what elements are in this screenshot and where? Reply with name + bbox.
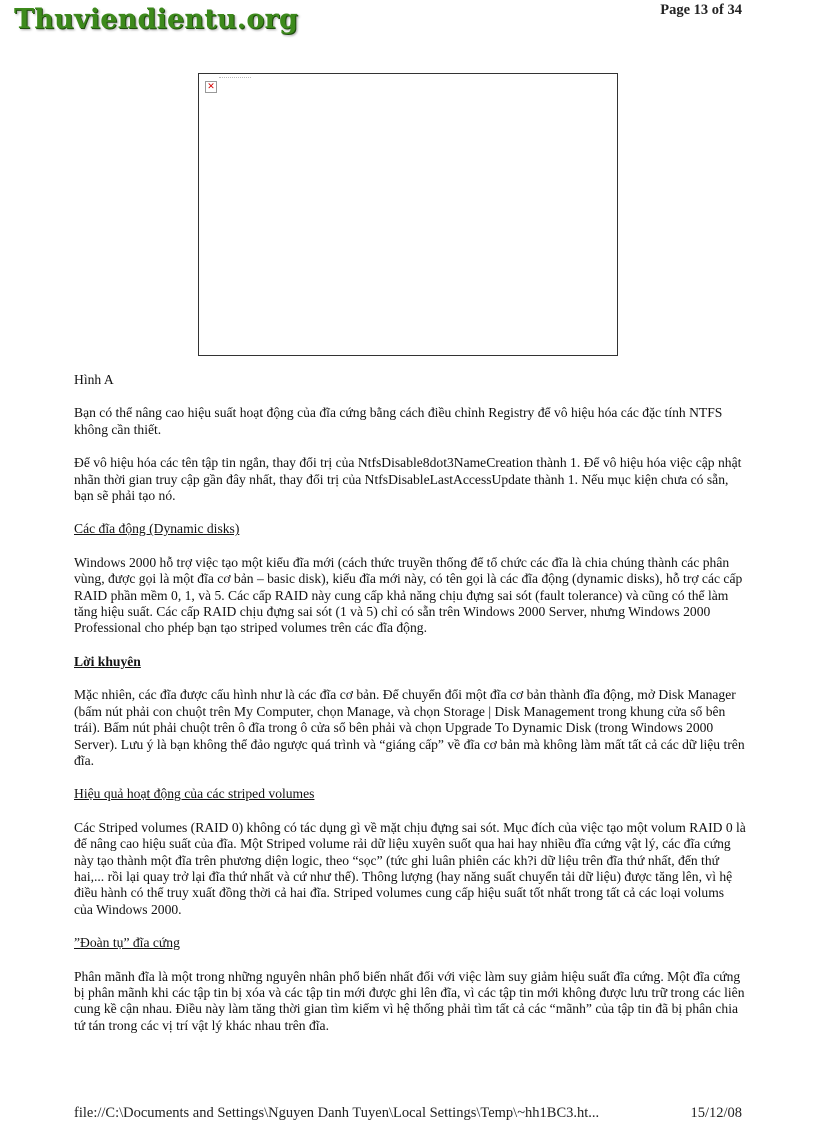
section-heading: Lời khuyên bbox=[74, 653, 141, 669]
document-body bbox=[74, 372, 746, 1051]
figure-caption: Hình A bbox=[74, 372, 114, 387]
paragraph: Để vô hiệu hóa các tên tập tin ngắn, thay đổi trị của NtfsDisable8dot3NameCreation thành 1. Để vô hiệu hóa việc cập nhật nhãn thời gian truy cập gần đây nhất, thay đổi trị của NtfsDisableLastAccessUpdate thành 1. Nếu mục kiện chưa có sẵn, bạn sẽ phải tạo nó. bbox=[74, 455, 742, 504]
paragraph: Các Striped volumes (RAID 0) không có tác dụng gì về mặt chịu đựng sai sót. Mục đích của việc tạo một volum RAID 0 là để nâng cao hiệu suất của đĩa. Một Striped volume rải dữ liệu xuyên suốt qua hai hay nhiều đĩa cứng vật lý, các đĩa cứng này tạo thành một đĩa trên phương diện logic, theo “sọc” (tức ghi luân phiên các kh?i dữ liệu trên đĩa thứ nhất, đến thứ hai,... rồi lại quay trở lại đĩa thứ nhất và cứ như thế). Thông lượng (hay năng suất chuyển tải dữ liệu) được tăng lên, vì hệ điều hành có thể truy xuất đồng thời cả hai đĩa. Striped volumes cung cấp hiệu suất tốt nhất trong tất cả các loại volums của Windows 2000. bbox=[74, 819, 746, 917]
site-logo: Thuviendientu.org bbox=[14, 4, 299, 35]
figure-image-placeholder bbox=[198, 73, 618, 356]
section-heading: Hiệu quả hoạt động của các striped volumes bbox=[74, 786, 315, 802]
section-heading: ”Đoàn tụ” đĩa cứng bbox=[74, 935, 180, 951]
footer-date: 15/12/08 bbox=[690, 1105, 742, 1121]
paragraph: Phân mãnh đĩa là một trong những nguyên nhân phổ biến nhất đối với việc làm suy giảm hiệu suất đĩa cứng. Một đĩa cứng bị phân mãnh khi các tập tin bị xóa và các tập tin mới được ghi lên đĩa, vì các tập tin mới không được lưu trữ trong các liên cung kề cận nhau. Điều này làm tăng thời gian tìm kiếm vì hệ thống phải tìm tất cả các “mãnh” của tập tin đã bị phân chia tứ tán trong các vị trí vật lý khác nhau trên đĩa. bbox=[74, 968, 745, 1033]
broken-image-icon: ✕ bbox=[205, 81, 217, 93]
page-number: Page 13 of 34 bbox=[660, 2, 742, 18]
paragraph: Windows 2000 hỗ trợ việc tạo một kiểu đĩa mới (cách thức truyền thống để tổ chức các đĩa là chia chúng thành các phân vùng, được gọi là một đĩa cơ bản – basic disk), kiểu đĩa mới này, có tên gọi là các đĩa động (dynamic disks), hỗ trợ các cấp RAID phần mềm 0, 1, và 5. Các cấp RAID này cung cấp khả năng chịu đựng sai sót (fault tolerance) và cũng có thể làm tăng hiệu suất. Các cấp RAID chịu đựng sai sót (1 và 5) chỉ có sẵn trên Windows 2000 Server, nhưng Windows 2000 Professional cho phép bạn tạo striped volumes trên các đĩa động. bbox=[74, 554, 743, 636]
footer-file-path: file://C:\Documents and Settings\Nguyen Danh Tuyen\Local Settings\Temp\~hh1BC3.ht... bbox=[74, 1105, 600, 1121]
section-heading: Các đĩa động (Dynamic disks) bbox=[74, 521, 240, 537]
paragraph: Mặc nhiên, các đĩa được cấu hình như là các đĩa cơ bản. Để chuyển đổi một đĩa cơ bản thành đĩa động, mở Disk Manager (bấm nút phải con chuột trên My Computer, chọn Manage, và chọn Storage | Disk Management trong khung cửa sổ bên trái). Bấm nút phải chuột trên ô đĩa trong ô cửa sổ bên phải và chọn Upgrade To Dynamic Disk (trong Windows 2000 Server). Lưu ý là bạn không thể đảo ngược quá trình và “giáng cấp” về đĩa cơ bản mà không làm mất tất cả các dữ liệu trên đĩa. bbox=[74, 687, 745, 768]
paragraph: Bạn có thể nâng cao hiệu suất hoạt động của đĩa cứng bằng cách điều chỉnh Registry để vô hiệu hóa các đặc tính NTFS không cần thiết. bbox=[74, 405, 723, 437]
figure-alt-dots bbox=[219, 77, 251, 78]
